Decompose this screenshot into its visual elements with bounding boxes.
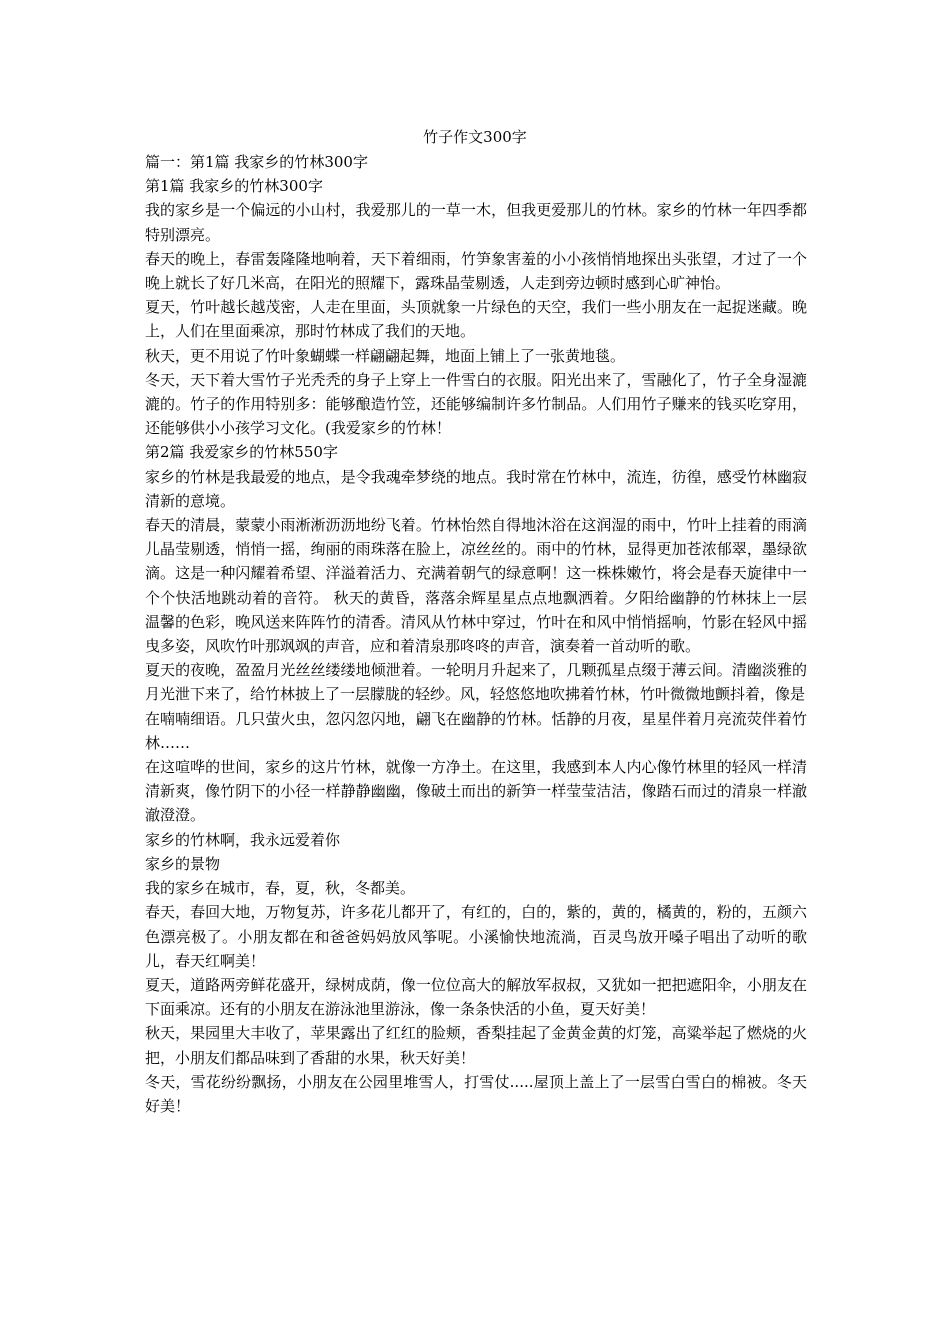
paragraph: 春天的清晨，蒙蒙小雨淅淅沥沥地纷飞着。竹林怡然自得地沐浴在这润湿的雨中，竹叶上挂着的雨滴儿晶莹剔透，悄悄一摇，绚丽的雨珠落在脸上，凉丝丝的。雨中的竹林，显得更加苍浓郁翠，墨绿欲滴。这是一种闪耀着希望、洋溢着活力、充满着朝气的绿意啊！这一株株嫩竹，将会是春天旋律中一个个快活地跳动着的音符。 秋天的黄昏，落落余辉星星点点地飘洒着。夕阳给幽静的竹林抹上一层温馨的色彩，晚风送来阵阵竹的清香。清风从竹林中穿过，竹叶在和风中悄悄摇响，竹影在轻风中摇曳多姿，风吹竹叶那飒飒的声音，应和着清泉那咚咚的声音，演奏着一首动听的歌。 [145, 516, 807, 656]
paragraph: 夏天，道路两旁鲜花盛开，绿树成荫，像一位位高大的解放军叔叔，又犹如一把把遮阳伞，小朋友在下面乘凉。还有的小朋友在游泳池里游泳，像一条条快活的小鱼，夏天好美！ [145, 975, 807, 1019]
paragraph: 我的家乡在城市，春，夏，秋，冬都美。 [145, 879, 416, 898]
paragraph: 第2篇 我爱家乡的竹林550字 [145, 443, 338, 462]
paragraph: 第1篇 我家乡的竹林300字 [145, 177, 323, 196]
paragraph: 春天，春回大地，万物复苏，许多花儿都开了，有红的，白的，紫的，黄的，橘黄的，粉的，五颜六色漂亮极了。小朋友都在和爸爸妈妈放风筝呢。小溪愉快地流淌，百灵鸟放开嗓子唱出了动听的歌儿，春天红啊美！ [145, 903, 807, 970]
paragraph: 春天的晚上，春雷轰隆隆地响着，天下着细雨，竹笋象害羞的小小孩悄悄地探出头张望，才过了一个晚上就长了好几米高，在阳光的照耀下，露珠晶莹剔透，人走到旁边顿时感到心旷神怡。 [145, 249, 807, 293]
paragraph: 夏天的夜晚，盈盈月光丝丝缕缕地倾泄着。一轮明月升起来了，几颗孤星点缀于薄云间。清幽淡雅的月光泄下来了，给竹林披上了一层朦胧的轻纱。风，轻悠悠地吹拂着竹林，竹叶微微地颤抖着，像是 [145, 661, 807, 704]
paragraph: 家乡的竹林啊，我永远爱着你 [145, 830, 341, 849]
paragraph: 在这喧哗的世间，家乡的这片竹林，就像一方净土。在这里，我感到本人内心像竹林里的轻风一样清清新爽，像竹阴下的小径一样静静幽幽，像破土而出的新笋一样莹莹洁洁，像踏石而过的清泉一样澈澈澄澄。 [145, 758, 807, 825]
paragraph: 家乡的景物 [145, 854, 221, 873]
paragraph: 篇一：第1篇 我家乡的竹林300字 [145, 153, 368, 171]
paragraph: 夏天，竹叶越长越茂密，人走在里面，头顶就象一片绿色的天空，我们一些小朋友在一起捉迷藏。晚上，人们在里面乘凉，那时竹林成了我们的天地。 [145, 298, 807, 341]
document-body [145, 150, 807, 1118]
paragraph: 我的家乡是一个偏远的小山村，我爱那儿的一草一木，但我更爱那儿的竹林。家乡的竹林一年四季都特别漂亮。 [145, 201, 807, 244]
paragraph: 秋天，更不用说了竹叶象蝴蝶一样翩翩起舞，地面上铺上了一张黄地毯。 [145, 346, 626, 365]
paragraph: 冬天，天下着大雪竹子光秃秃的身子上穿上一件雪白的衣服。阳光出来了，雪融化了，竹子全身湿漉漉的。竹子的作用特别多：能够酿造竹笠，还能够编制许多竹制品。人们用竹子赚来的钱买吃穿用，还能够供小小孩学习文化。(我爱家乡的竹林！ [145, 370, 807, 438]
paragraph: 秋天，果园里大丰收了，苹果露出了红红的脸颊，香梨挂起了金黄金黄的灯笼，高粱举起了燃烧的火把，小朋友们都品味到了香甜的水果，秋天好美！ [145, 1024, 807, 1067]
document-title: 竹子作文300字 [423, 128, 527, 146]
paragraph: 冬天，雪花纷纷飘扬，小朋友在公园里堆雪人，打雪仗.....屋顶上盖上了一层雪白雪白的棉被。冬天好美！ [145, 1072, 807, 1115]
paragraph: 在喃喃细语。几只萤火虫，忽闪忽闪地，翩飞在幽静的竹林。恬静的月夜，星星伴着月亮流荧伴着竹林…… [145, 709, 807, 752]
paragraph: 家乡的竹林是我最爱的地点，是令我魂牵梦绕的地点。我时常在竹林中，流连，彷徨，感受竹林幽寂清新的意境。 [145, 467, 807, 510]
